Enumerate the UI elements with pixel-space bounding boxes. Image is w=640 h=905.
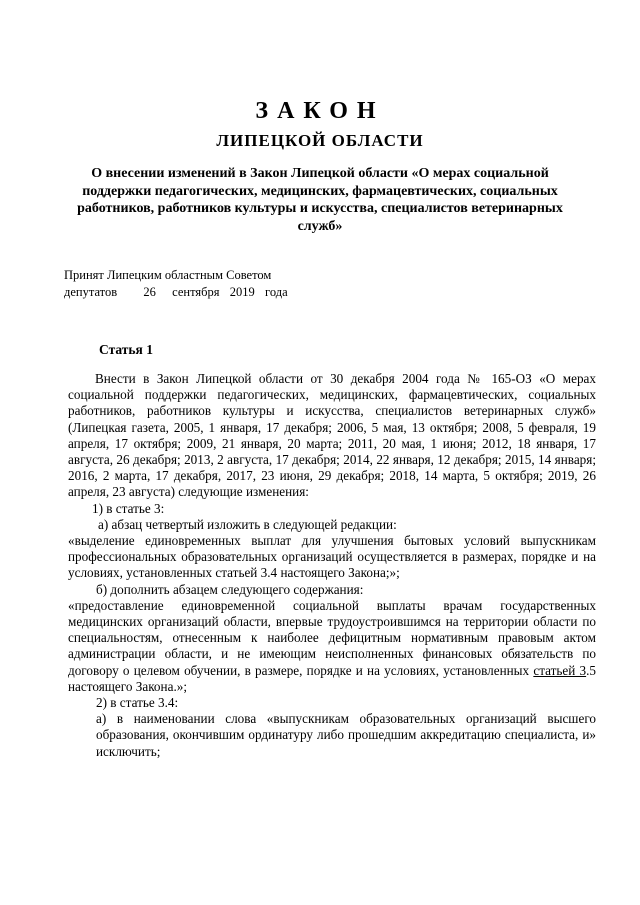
paragraph-item-1a: а) абзац четвертый изложить в следующей редакции: xyxy=(98,516,397,532)
law-name: О внесении изменений в Закон Липецкой области «О мерах социальной поддержки педагогических, медицинских, фармацевтических, социальных работников, работников культуры и искусства, специалистов ветеринарных служб» xyxy=(77,166,563,234)
adoption-line-2 xyxy=(64,284,288,301)
paragraph-item-2a: а) в наименовании слова «выпускникам образовательных организаций высшего образования, окончившим ординатуру либо прошедшим аккредитацию специалиста, и» исключить; xyxy=(96,711,596,759)
adoption-year-word: года xyxy=(265,285,288,299)
paragraph-quote-2 xyxy=(68,598,596,695)
adoption-day: 26 xyxy=(143,285,156,299)
adoption-year: 2019 xyxy=(229,285,255,299)
paragraph-item-1: 1) в статье 3: xyxy=(92,500,165,516)
paragraph-quote-1: «выделение единовременных выплат для улучшения бытовых условий выпускникам профессиональных образовательных организаций осуществляется в размерах, порядке и на условиях, установленных статьей 3.4 настоящего Закона;»; xyxy=(68,533,596,581)
paragraph-item-2: 2) в статье 3.4: xyxy=(96,695,179,711)
document-subtitle: ЛИПЕЦКОЙ ОБЛАСТИ xyxy=(216,131,424,150)
adoption-line-1: Принят Липецким областным Советом xyxy=(64,268,272,282)
paragraph-item-1b: б) дополнить абзацем следующего содержания: xyxy=(96,581,364,597)
article-heading: Статья 1 xyxy=(99,342,153,357)
adoption-deputies: депутатов xyxy=(64,285,118,299)
adoption-note xyxy=(64,267,288,301)
paragraph-intro: Внести в Закон Липецкой области от 30 декабря 2004 года № 165-ОЗ «О мерах социальной поддержки педагогических, медицинских, фармацевтических, социальных работников, работников культуры и искусства, специалистов ветеринарных служб» (Липецкая газета, 2005, 1 января, 17 декабря; 2006, 5 мая, 13 октября; 2008, 5 февраля, 19 апреля, 17 октября; 2009, 21 января, 20 марта; 2011, 20 мая, 1 июня; 2012, 18 января, 17 августа, 26 декабря; 2013, 2 августа, 17 декабря; 2014, 22 января, 12 декабря; 2015, 14 января; 2016, 2 марта, 17 декабря, 2017, 23 июня, 29 декабря; 2018, 14 марта, 5 октября; 2019, 26 апреля, 23 августа) следующие изменения: xyxy=(68,371,596,500)
document-title: ЗАКОН xyxy=(255,98,385,124)
article-link[interactable]: статьей 3 xyxy=(533,662,587,678)
quote-2-end: .5 настоящего Закона.»; xyxy=(68,662,597,694)
article-body xyxy=(68,371,596,760)
quote-2-text: «предоставление единовременной социальной выплаты врачам государственных медицинских организаций области, впервые трудоустроившимся на территории области по специальностям, отнесенным к наиболее дефицитным нормативным правовым актом администрации области, и не имеющим неисполненных финансовых обязательств по договору о целевом обучении, в размере, порядке и на условиях, установленных xyxy=(68,597,596,678)
adoption-month: сентября xyxy=(172,285,220,299)
